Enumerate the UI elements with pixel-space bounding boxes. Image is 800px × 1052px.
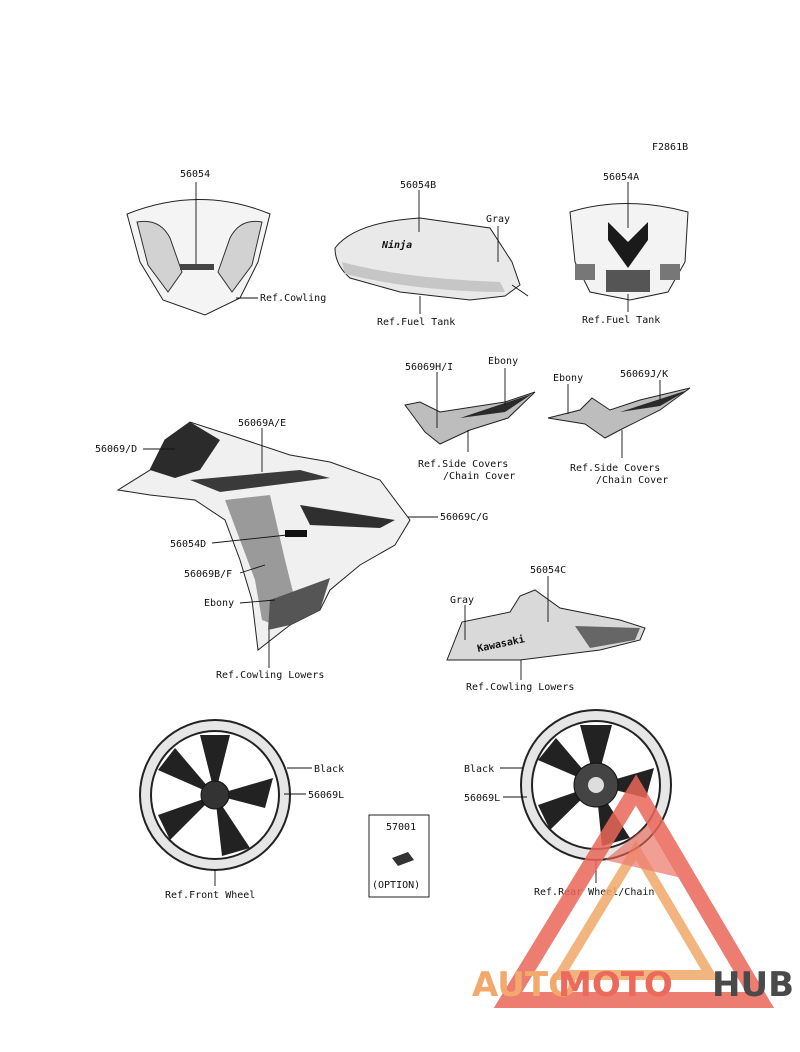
side-cover-right-color: Ebony	[553, 373, 584, 384]
option-box-part-no: 57001	[386, 822, 417, 833]
cowling-lower-right-ref: Ref.Cowling Lowers	[466, 682, 575, 693]
cowling-logo-decal	[285, 530, 307, 537]
watermark-text-auto: AUTO	[472, 965, 577, 1005]
cowling-main-group	[95, 418, 488, 681]
tank-right-decal-group	[570, 172, 688, 326]
front-wheel-color: Black	[314, 764, 345, 775]
side-cover-right-ref1: Ref.Side Covers	[570, 463, 661, 474]
tank-right-ref: Ref.Fuel Tank	[582, 315, 661, 326]
side-cover-right-group	[548, 369, 690, 486]
cowling-part-logo: 56054D	[170, 539, 207, 550]
side-cover-left-group	[405, 356, 535, 482]
tank-left-color: Gray	[486, 214, 511, 225]
side-cover-left-ref1: Ref.Side Covers	[418, 459, 509, 470]
cowling-part-right: 56069C/G	[440, 512, 489, 523]
tank-right-grille	[606, 270, 650, 292]
cowling-part-lower: 56069B/F	[184, 569, 233, 580]
cowling-lower-right-logo: Kawasaki	[476, 634, 526, 655]
windshield-decal-group	[127, 169, 326, 315]
front-wheel-group	[140, 720, 344, 901]
option-box-group	[369, 815, 429, 897]
windshield-part-no: 56054	[180, 169, 211, 180]
watermark-text-hub: HUB	[712, 965, 794, 1005]
tank-right-left-vent	[575, 264, 595, 280]
tank-right-right-vent	[660, 264, 680, 280]
front-wheel-part-no: 56069L	[308, 790, 345, 801]
cowling-part-top-left: 56069/D	[95, 444, 138, 455]
front-wheel-ref: Ref.Front Wheel	[165, 890, 256, 901]
watermark-text-moto: MOTO	[558, 965, 673, 1005]
tank-left-logo: Ninja	[382, 240, 413, 251]
cowling-lower-right-color: Gray	[450, 595, 475, 606]
windshield-ref: Ref.Cowling	[260, 293, 327, 304]
tank-left-ref: Ref.Fuel Tank	[377, 317, 456, 328]
side-cover-right-shape	[548, 388, 690, 438]
front-wheel-hub	[201, 781, 229, 809]
side-cover-right-ref2: /Chain Cover	[596, 475, 669, 486]
cowling-ref: Ref.Cowling Lowers	[216, 670, 325, 681]
rear-wheel-hub-center	[588, 777, 604, 793]
cowling-part-top: 56069A/E	[238, 418, 287, 429]
tank-right-part-no: 56054A	[603, 172, 640, 183]
side-cover-left-color: Ebony	[488, 356, 519, 367]
rear-wheel-ref: Ref.Rear Wheel/Chain	[534, 887, 655, 898]
cowling-color: Ebony	[204, 598, 235, 609]
cowling-lower-right-part-no: 56054C	[530, 565, 567, 576]
figure-code: F2861B	[652, 142, 689, 153]
option-box-label: (OPTION)	[372, 880, 421, 891]
rear-wheel-color: Black	[464, 764, 495, 775]
side-cover-left-part-no: 56069H/I	[405, 362, 454, 373]
windshield-decal	[180, 264, 214, 270]
rear-wheel-part-no: 56069L	[464, 793, 501, 804]
side-cover-right-part-no: 56069J/K	[620, 369, 669, 380]
tank-left-decal-group	[335, 180, 528, 328]
tank-left-part-no: 56054B	[400, 180, 437, 191]
cowling-lower-right-group	[447, 565, 645, 693]
side-cover-left-ref2: /Chain Cover	[443, 471, 516, 482]
